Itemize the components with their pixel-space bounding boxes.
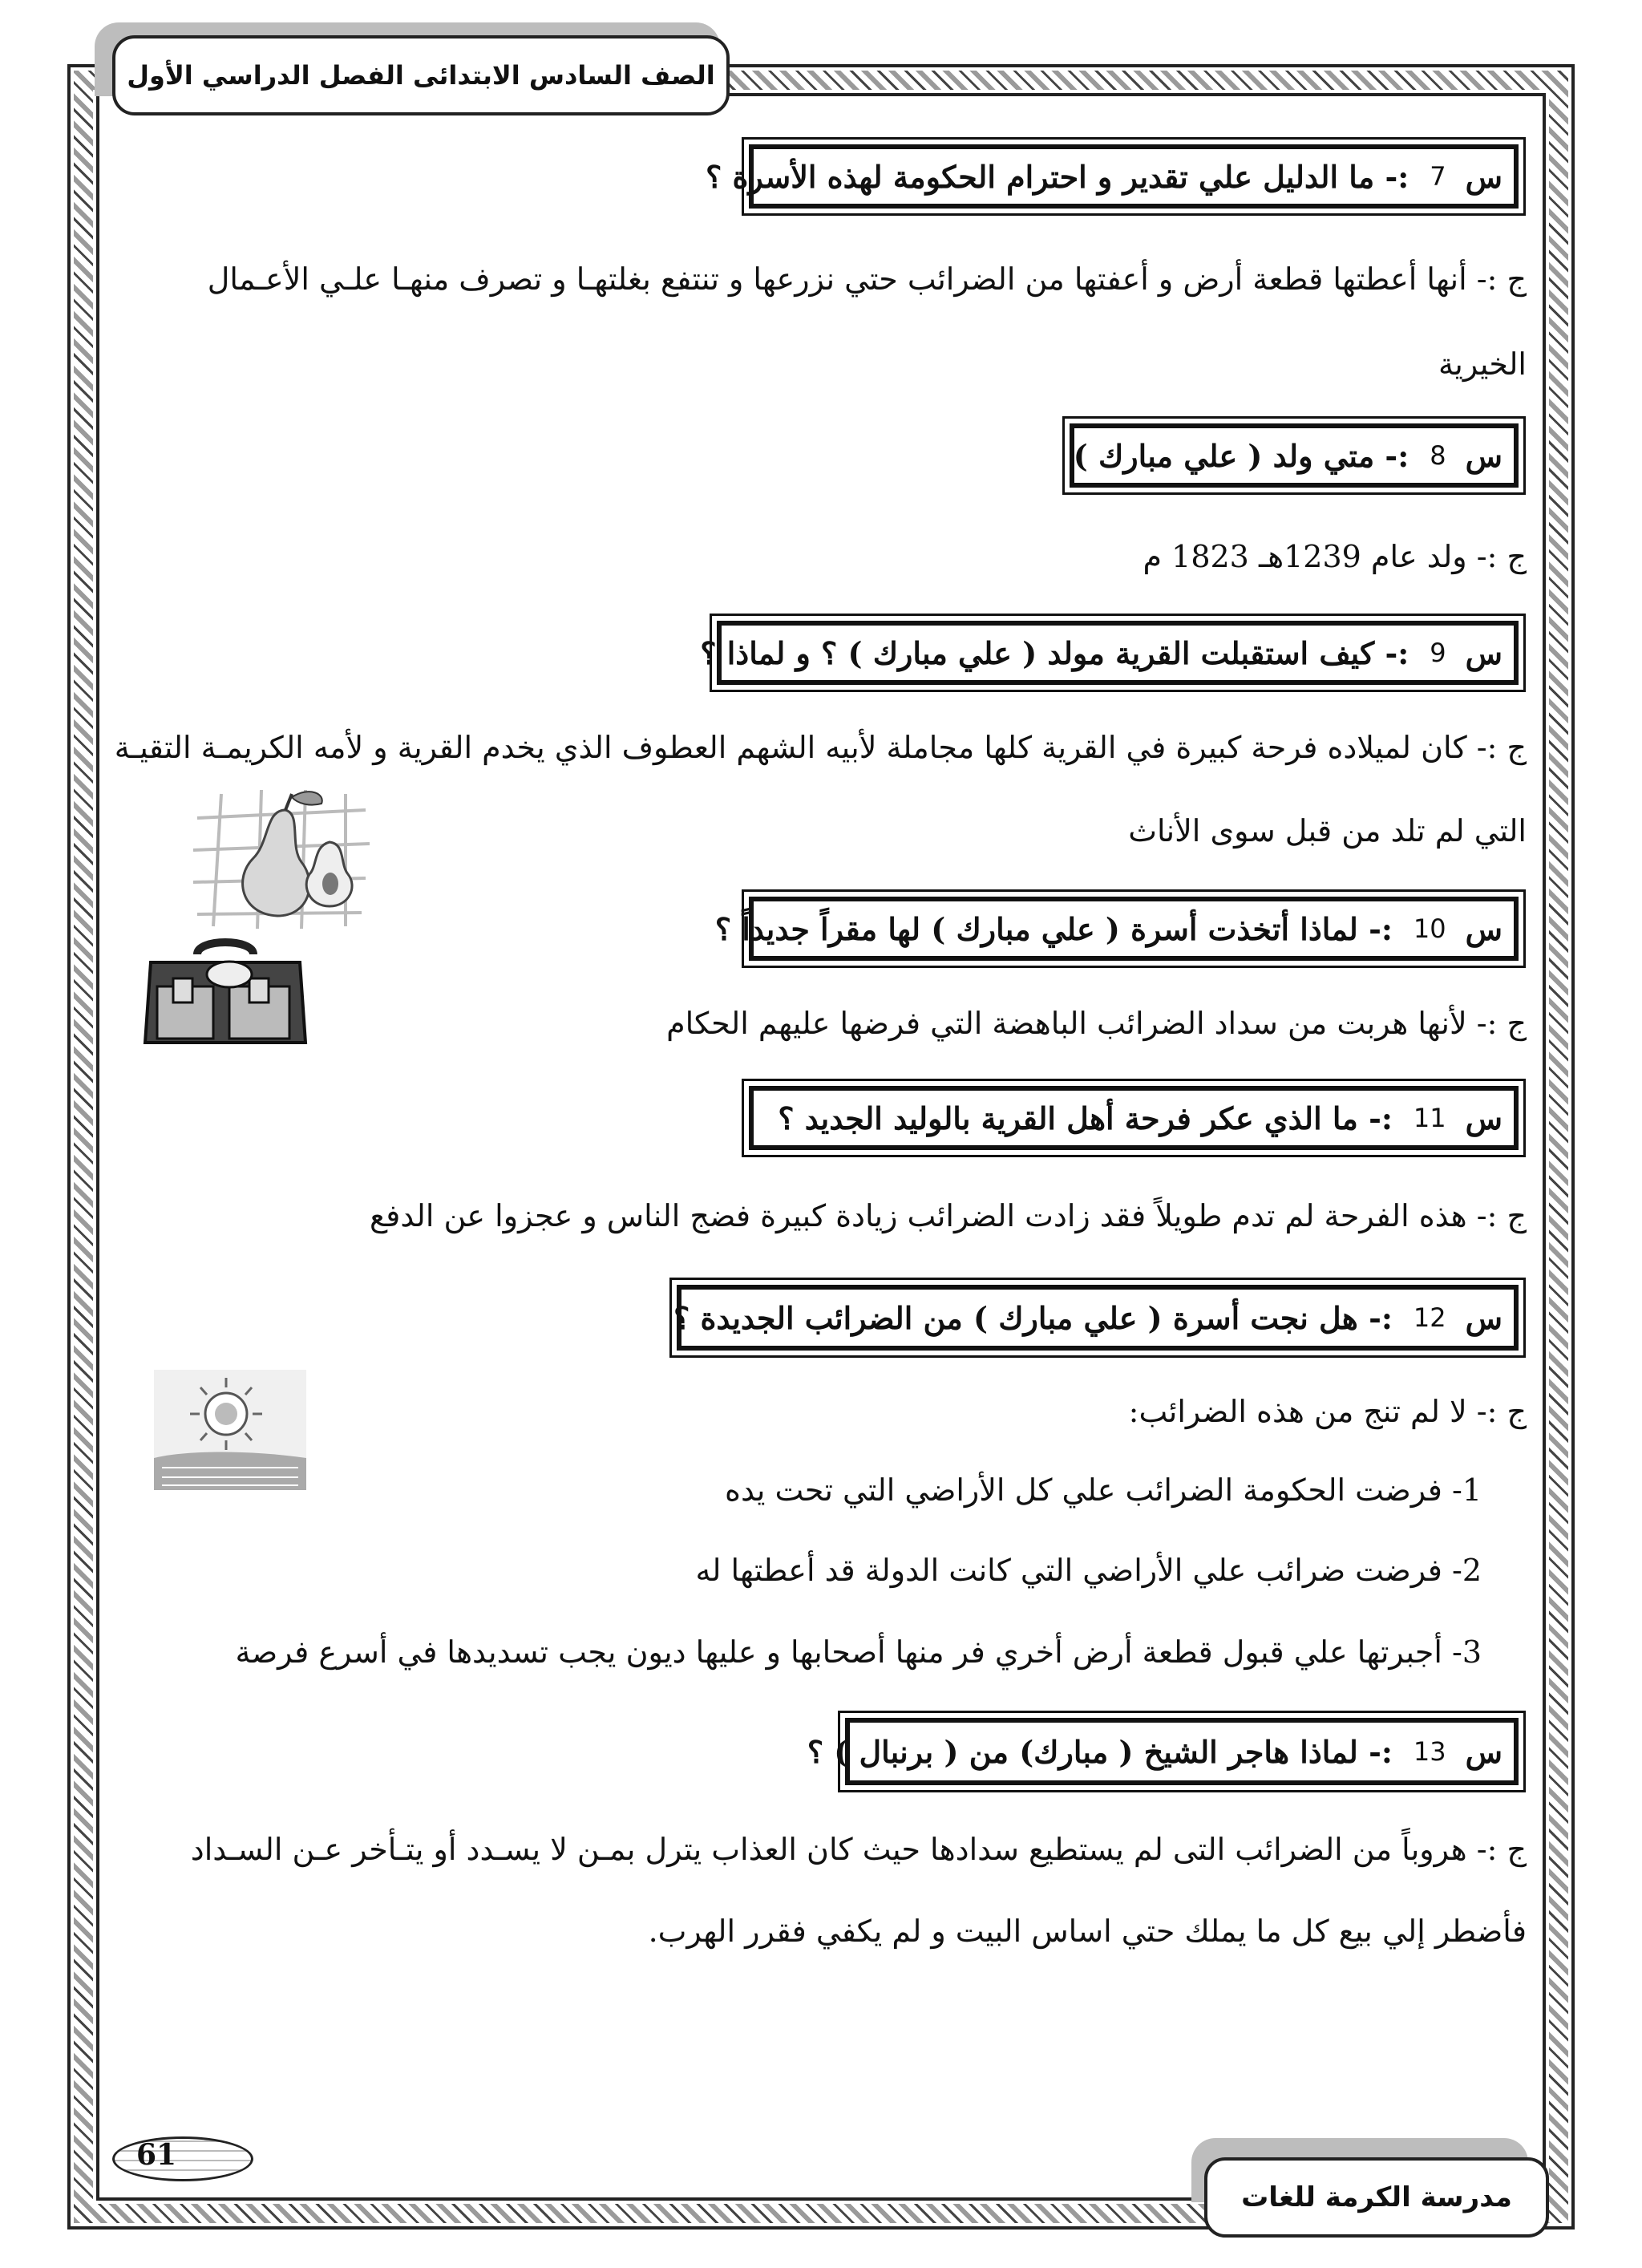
question-text: :- لماذا هاجر الشيخ ( مبارك) من ( برنبال ) ؟ [807, 1733, 1393, 1770]
briefcase-clipart [141, 930, 309, 1051]
question-box-10 [714, 897, 1519, 961]
question-text: :- ما الدليل علي تقدير و احترام الحكومة لهذه الأسرة ؟ [706, 158, 1409, 195]
page-number: 61 [136, 2138, 177, 2172]
answer-13-line-2: فأضطر إلي بيع كل ما يملك حتي اساس البيت و لم يكفي فقرر الهرب. [648, 1914, 1527, 1949]
pear-clipart [189, 786, 374, 930]
question-number: 11 [1413, 1103, 1446, 1133]
question-box-11 [749, 1086, 1519, 1150]
answer-8-line-1: ج :- ولد عام 1239هـ 1823 م [1143, 539, 1527, 574]
answer-11-line-1: ج :- هذه الفرحة لم تدم طويلاً فقد زادت الضرائب زيادة كبيرة فضج الناس و عجزوا عن الدفع [369, 1198, 1527, 1233]
answer-9-line-1: ج :- كان لميلاده فرحة كبيرة في القرية كلها مجاملة لأبيه الشهم العطوف الذي يخدم القرية و لأمه الكريمـة التقيـة [114, 730, 1527, 765]
answer-7-line-1: ج :- أنها أعطتها قطعة أرض و أعفتها من الضرائب حتي نزرعها و تنتفع بغلتهـا و تصرف منهـا علـي الأعـمال [207, 261, 1527, 297]
sun-sea-clipart [154, 1370, 306, 1490]
question-box-13 [807, 1718, 1519, 1785]
question-box-7 [706, 144, 1519, 209]
question-text: :- متي ولد ( علي مبارك ) [1073, 437, 1409, 474]
question-text: :- ما الذي عكر فرحة أهل القرية بالوليد الجديد ؟ [778, 1100, 1393, 1136]
question-number: 12 [1413, 1302, 1446, 1333]
page-number-badge [112, 2136, 253, 2181]
question-box-9 [700, 621, 1519, 685]
question-box-8 [1070, 423, 1519, 488]
answer-7-line-2: الخيرية [1438, 346, 1527, 382]
answer-10-line-1: ج :- لأنها هربت من سداد الضرائب الباهضة التي فرضها عليهم الحكام [666, 1006, 1527, 1041]
question-prefix: س [1465, 1733, 1502, 1770]
question-prefix: س [1465, 1100, 1502, 1136]
question-prefix: س [1465, 158, 1502, 195]
answer-12-line-1: ج :- لا لم تنج من هذه الضرائب: [1128, 1394, 1527, 1429]
footer-school-name: مدرسة الكرمة للغات [1204, 2157, 1549, 2238]
question-text: :- لماذا أتخذت أسرة ( علي مبارك ) لها مقراً جديداً ؟ [714, 910, 1393, 947]
question-number: 9 [1430, 638, 1446, 668]
question-prefix: س [1465, 634, 1502, 671]
question-number: 13 [1413, 1736, 1446, 1767]
question-number: 7 [1430, 161, 1446, 192]
answer-13-line-1: ج :- هروباً من الضرائب التى لم يستطيع سدادها حيث كان العذاب يترل بمـن لا يسـدد أو يتـأخر عـن السـداد [190, 1832, 1527, 1867]
answer-12-list-item-2: 2- فرضت ضرائب علي الأراضي التي كانت الدولة قد أعطتها له [695, 1553, 1482, 1588]
question-box-12 [673, 1285, 1519, 1351]
question-text: :- هل نجت أسرة ( علي مبارك ) من الضرائب الجديدة ؟ [673, 1299, 1393, 1336]
question-prefix: س [1465, 910, 1502, 947]
question-text: :- كيف استقبلت القرية مولد ( علي مبارك ) ؟ و لماذا ؟ [700, 634, 1409, 671]
question-prefix: س [1465, 437, 1502, 474]
question-number: 8 [1430, 440, 1446, 471]
answer-12-list-item-1: 1- فرضت الحكومة الضرائب علي كل الأراضي التي تحت يده [725, 1472, 1482, 1508]
question-prefix: س [1465, 1299, 1502, 1336]
header-title: الصف السادس الابتدائى الفصل الدراسي الأول [112, 35, 730, 115]
answer-9-line-2: التي لم تلد من قبل سوى الأناث [1128, 813, 1527, 848]
answer-12-list-item-3: 3- أجبرتها علي قبول قطعة أرض أخري فر منها أصحابها و عليها ديون يجب تسديدها في أسرع فرصة [235, 1634, 1482, 1670]
question-number: 10 [1413, 913, 1446, 944]
